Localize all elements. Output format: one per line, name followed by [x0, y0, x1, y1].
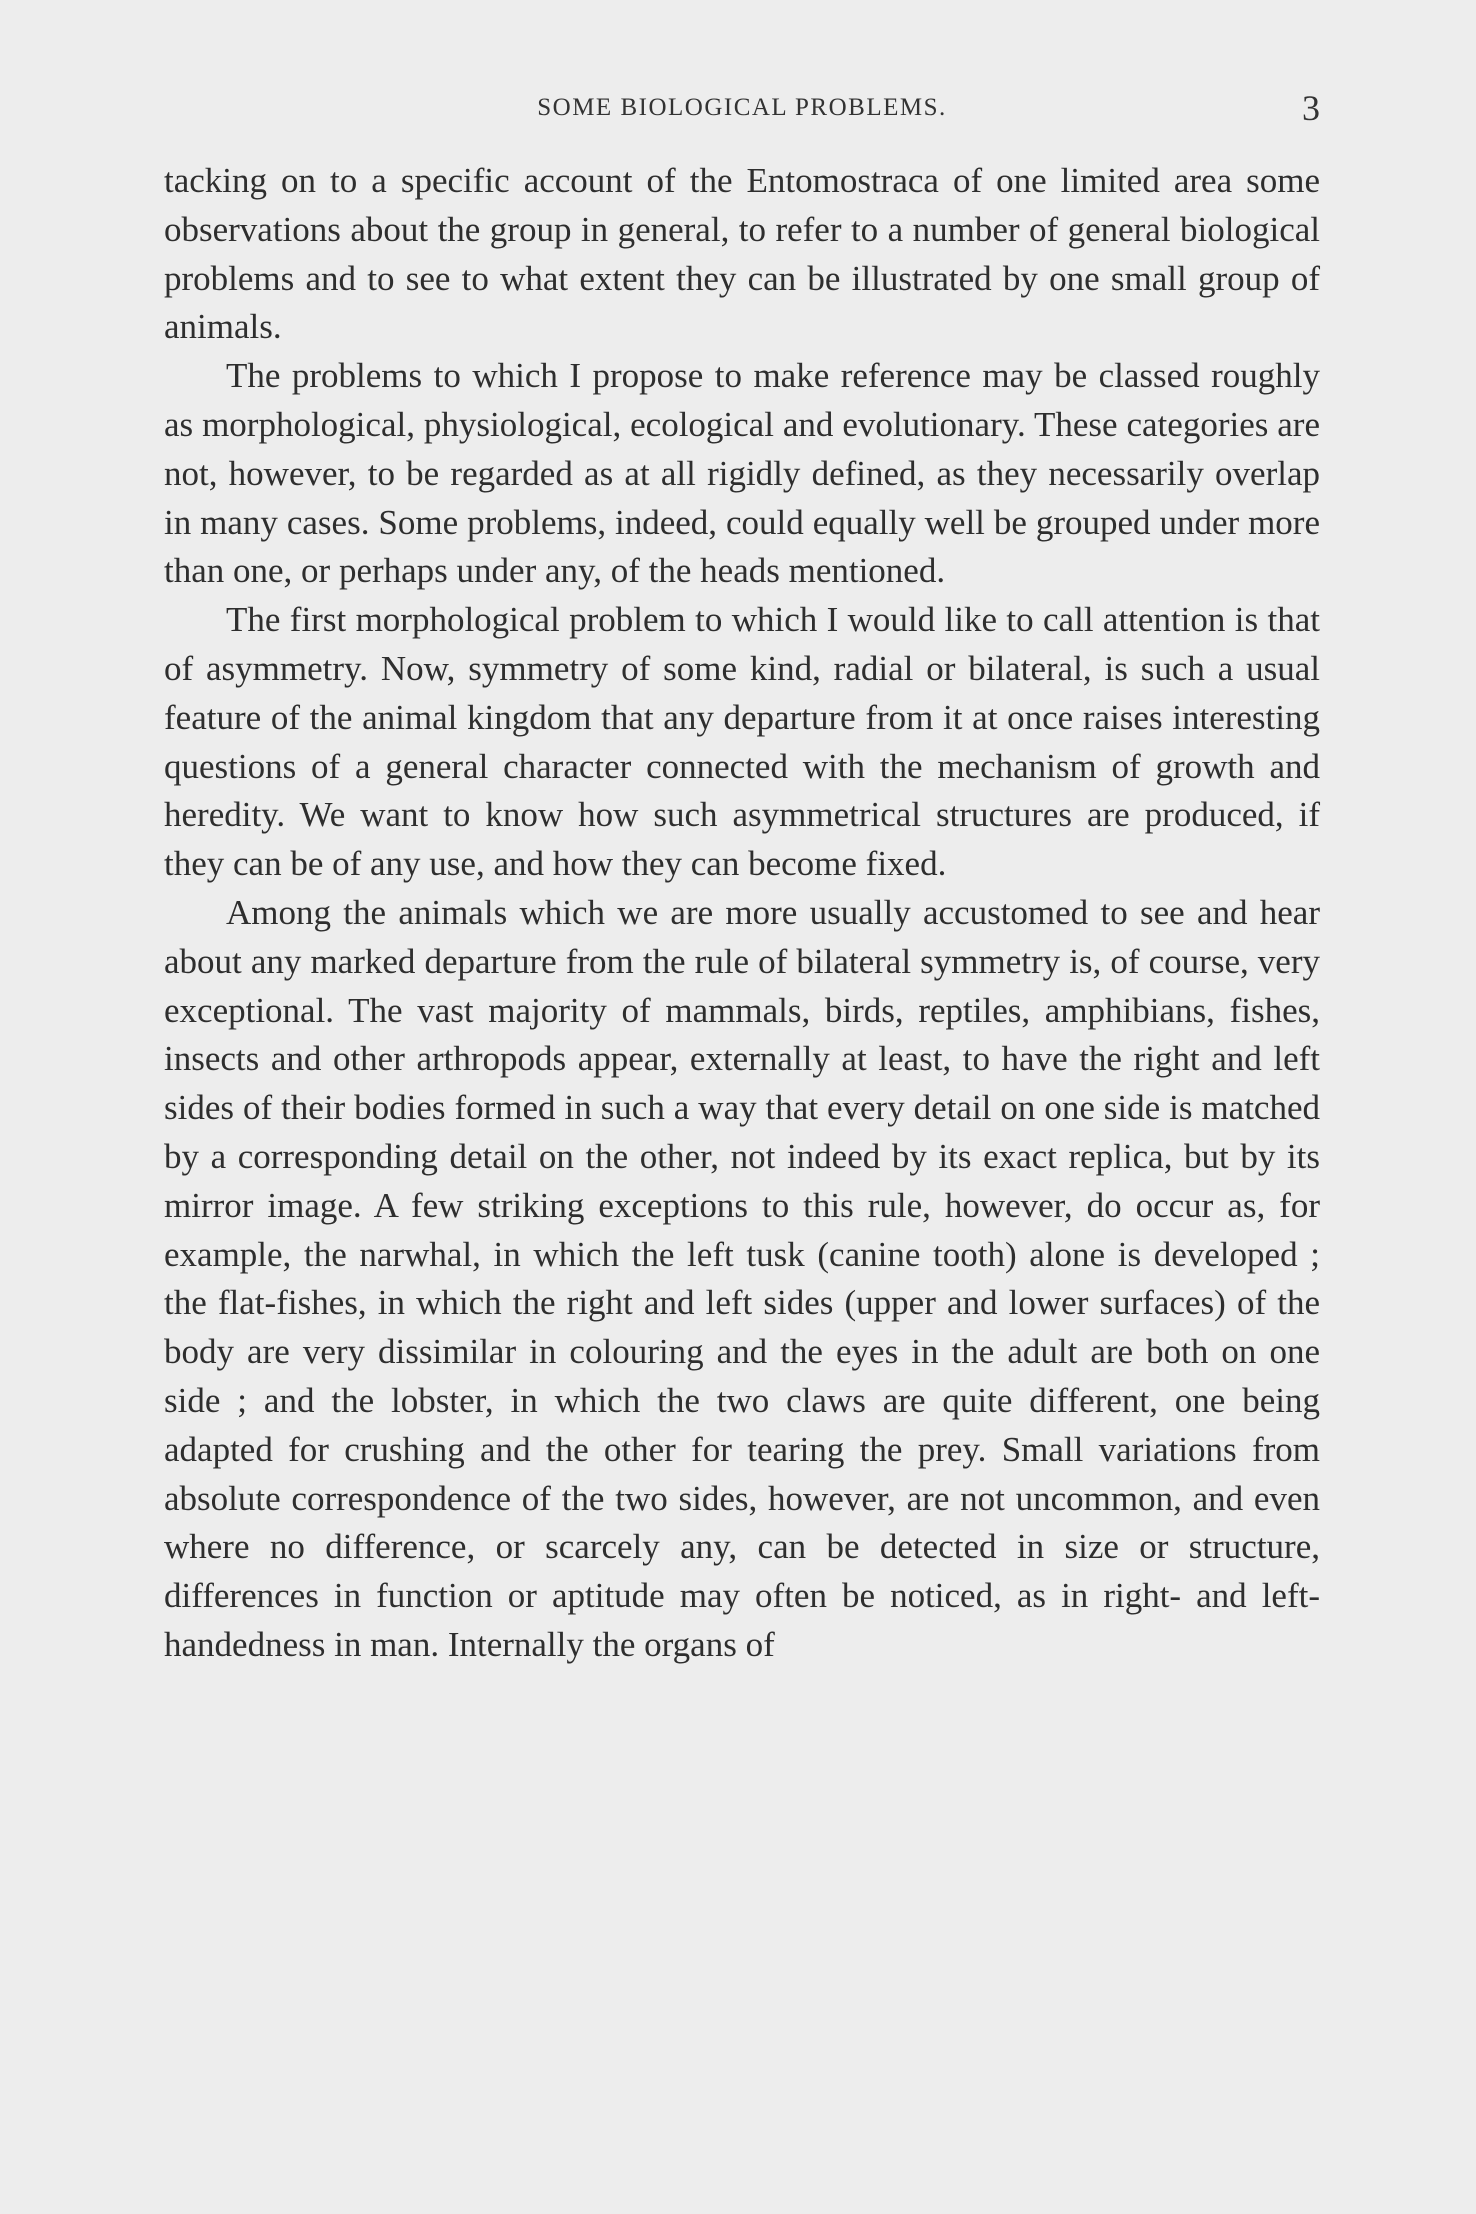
page-number: 3 [1302, 88, 1320, 128]
running-head [164, 86, 1320, 130]
paragraph-problem-categories: The problems to which I propose to make reference may be classed roughly as morphological, physiological, ecological and evolutionary. These categories are not, however, to be regarded as at all rigidly defined, as they necessarily overlap in many cases. Some problems, indeed, could equally well be grouped under more than one, or perhaps under any, of the heads mentioned. [164, 356, 1320, 591]
body-text [164, 157, 1320, 1670]
paragraph-continuation: tacking on to a specific account of the Entomostraca of one limited area some observations about the group in general, to refer to a number of general biological problems and to see to what extent they can be illustrated by one small group of animals. [164, 161, 1320, 347]
paragraph-bilateral-symmetry: Among the animals which we are more usually accustomed to see and hear about any marked departure from the rule of bilateral symmetry is, of course, very exceptional. The vast majority of mammals, birds, reptiles, amphibians, fishes, insects and other arthropods appear, externally at least, to have the right and left sides of their bodies formed in such a way that every detail on one side is matched by a corresponding detail on the other, not indeed by its exact replica, but by its mirror image. A few striking exceptions to this rule, however, do occur as, for example, the narwhal, in which the left tusk (canine tooth) alone is developed ; the flat-fishes, in which the right and left sides (upper and lower surfaces) of the body are very dissimilar in colouring and the eyes in the adult are both on one side ; and the lobster, in which the two claws are quite different, one being adapted for crushing and the other for tearing the prey. Small variations from absolute correspondence of the two sides, however, are not uncommon, and even where no difference, or scarcely any, can be detected in size or structure, differences in function or aptitude may often be noticed, as in right- and left-handedness in man. Internally the organs of [164, 892, 1320, 1664]
paragraph-asymmetry: The first morphological problem to which I would like to call attention is that of asymmetry. Now, symmetry of some kind, radial or bilateral, is such a usual feature of the animal kingdom that any departure from it at once raises interesting questions of a general character connected with the mechanism of growth and heredity. We want to know how such asymmetrical structures are produced, if they can be of any use, and how they can become fixed. [164, 600, 1320, 884]
running-title: SOME BIOLOGICAL PROBLEMS. [537, 94, 947, 121]
